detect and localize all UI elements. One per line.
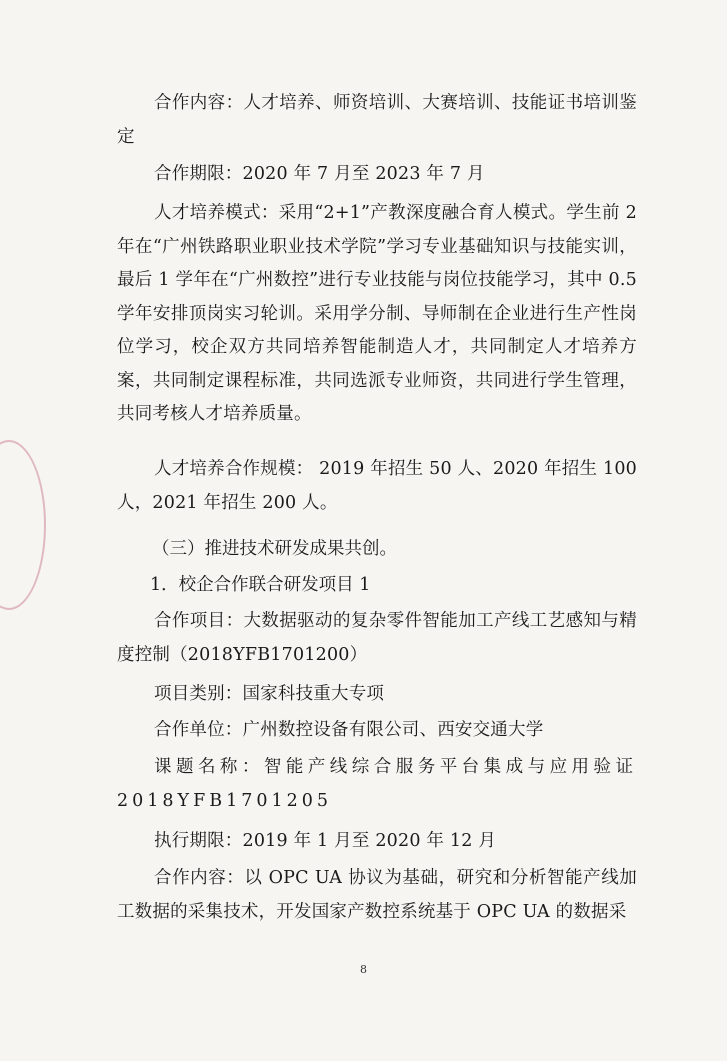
seal-stamp-edge	[0, 440, 46, 610]
execution-period-paragraph: 执行期限：2019 年 1 月至 2020 年 12 月	[154, 831, 497, 851]
subsection-heading: 1．校企合作联合研发项目 1	[150, 575, 371, 595]
cooperation-period-paragraph: 合作期限：2020 年 7 月至 2023 年 7 月	[154, 164, 485, 184]
section-heading: （三）推进技术研发成果共创。	[152, 539, 397, 559]
project-category-paragraph: 项目类别：国家科技重大专项	[154, 684, 385, 704]
cooperation-project-paragraph: 合作项目：大数据驱动的复杂零件智能加工产线工艺感知与精度控制（2018YFB1701200）	[117, 611, 637, 665]
cooperation-unit-paragraph: 合作单位：广州数控设备有限公司、西安交通大学	[154, 720, 544, 740]
cooperation-content-paragraph: 合作内容：人才培养、师资培训、大赛培训、技能证书培训鉴定	[117, 93, 637, 147]
training-scale-paragraph: 人才培养合作规模： 2019 年招生 50 人、2020 年招生 100 人，2021 年招生 200 人。	[117, 459, 637, 513]
topic-name-paragraph: 课题名称：智能产线综合服务平台集成与应用验证 2018YFB1701205	[117, 757, 637, 811]
talent-training-mode-paragraph: 人才培养模式：采用“2+1”产教深度融合育人模式。学生前 2 年在“广州铁路职业职业技术学院”学习专业基础知识与技能实训，最后 1 学年在“广州数控”进行专业技能与岗位技能学习，其中 0.5 学年安排顶岗实习轮训。采用学分制、导师制在企业进行生产性岗位学习，校企双方共同培养智能制造人才，共同制定人才培养方案，共同制定课程标准，共同选派专业师资，共同进行学生管理，共同考核人才培养质量。	[117, 203, 637, 424]
page-number: 8	[360, 963, 367, 976]
cooperation-content-2-paragraph: 合作内容：以 OPC UA 协议为基础，研究和分析智能产线加工数据的采集技术，开发国家产数控系统基于 OPC UA 的数据采	[117, 868, 637, 922]
